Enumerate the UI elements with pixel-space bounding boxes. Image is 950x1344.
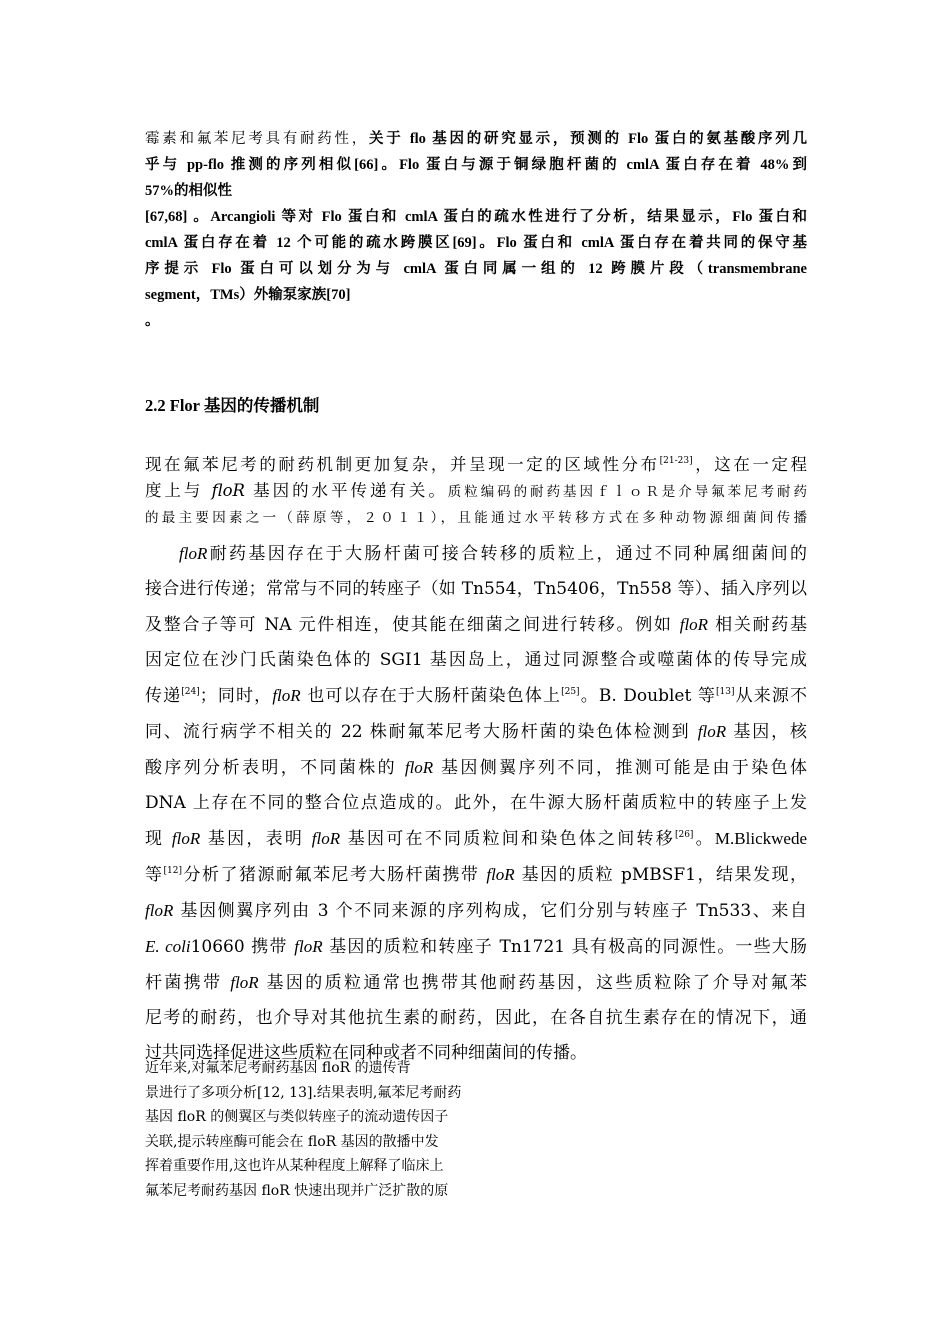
text-span: 耐药基因存在于大肠杆菌可接合转移的质粒上，通过不同种属细菌间的 [207,544,807,564]
citation: [25] [561,687,580,697]
text-span: 基因侧翼序列不同，推测可能是由于染色体 [433,758,807,778]
text-line [145,893,807,929]
gene-name: floR [486,865,515,884]
text-span: 等 [145,865,164,885]
section-heading: 2.2 Flor 基因的传播机制 [145,396,320,415]
text-span: 霉素和氟苯尼考具有耐药性， [145,131,369,147]
gene-name: floR [294,937,323,956]
text-line [145,750,807,786]
paragraph-flor-transfer [145,536,807,1071]
text-line: 尼考的耐药，也介导对其他抗生素的耐药，因此，在各自抗生素存在的情况下，通 [145,1008,807,1028]
species-name: E. coli [145,937,191,956]
text-line [145,678,807,714]
text-line [145,929,807,965]
text-line [145,452,807,478]
text-span: 。M.Blickwede [693,829,807,848]
text-line: 过共同选择促进这些质粒在同种或者不同种细菌间的传播。 [145,1043,587,1063]
text-line: 乎与 pp-flo 推测的序列相似[66]。Flo 蛋白与源于铜绿胞杆菌的 cmlA 蛋白存在着 48%到 [145,157,807,173]
citation: [24] [181,687,200,697]
text-line: DNA 上存在不同的整合位点造成的。此外，在牛源大肠杆菌质粒中的转座子上发 [145,793,807,813]
gene-name: floR [679,615,709,634]
text-line [145,965,807,1001]
text-line [145,478,807,505]
text-line [145,821,807,857]
text-span: 基因的质粒通常也携带其他耐药基因，这些质粒除了介导对氟苯 [258,973,807,993]
text-span: 基因，核 [726,722,807,742]
gene-name: floR [311,829,341,848]
text-span: 现 [145,829,172,849]
gene-name: floR [230,973,259,992]
text-line: 因定位在沙门氏菌染色体的 SGI1 基因岛上，通过同源整合或噬菌体的传导完成 [145,650,807,670]
text-line: 接合进行传递；常常与不同的转座子（如 Tn554，Tn5406，Tn558 等）、插入序列以 [145,579,807,599]
text-span: 分析了猪源耐氟苯尼考大肠杆菌携带 [181,865,487,885]
gene-name: floR [179,544,208,563]
text-line: 氟苯尼考耐药基因 floR 快速出现并广泛扩散的原 [145,1182,449,1199]
gene-name: floR [272,686,301,705]
text-line [145,607,807,643]
text-span: 及整合子等可 NA 元件相连，使其能在细菌之间进行转移。例如 [145,615,680,635]
text-span: 同、流行病学不相关的 22 株耐氟苯尼考大肠杆菌的染色体检测到 [145,722,698,742]
text-span: 基因，表明 [200,829,312,849]
text-line: cmlA 蛋白存在着 12 个可能的疏水跨膜区[69]。Flo 蛋白和 cmlA 蛋白存在着共同的保守基 [145,235,807,251]
gene-name: floR [145,901,174,920]
text-line: 关联,提示转座酶可能会在 floR 基因的散播中发 [145,1133,439,1150]
text-span: 从来源不 [734,686,807,706]
text-line: [67,68] 。Arcangioli 等对 Flo 蛋白和 cmlA 蛋白的疏水性进行了分析，结果显示，Flo 蛋白和 [145,209,807,225]
gene-name: floR [404,758,434,777]
text-line [145,714,807,750]
citation: [13] [715,687,735,697]
text-span: 也可以存在于大肠杆菌染色体上 [300,686,562,706]
text-span: 基因的水平传递有关。 [244,481,448,500]
text-line: 近年来,对氟苯尼考耐药基因 floR 的遗传背 [145,1060,411,1076]
text-span: 10660 携带 [190,937,295,957]
citation: [12] [163,866,182,876]
text-span: ；同时， [199,686,273,706]
text-span: 杆菌携带 [145,973,231,993]
paragraph-flo-protein [145,126,807,334]
text-span: 基因侧翼序列由 3 个不同来源的序列构成，它们分别与转座子 Tn533、来自 [173,901,807,921]
text-span: 传递 [145,686,182,706]
text-line [145,857,807,893]
text-line: 。 [145,313,160,329]
gene-name: floR [171,829,201,848]
text-span: 。B. Doublet 等 [579,686,716,706]
citation: [26] [674,830,694,840]
text-line: 景进行了多项分析[12, 13].结果表明,氟苯尼考耐药 [145,1084,462,1101]
text-span: 基因可在不同质粒间和染色体之间转移 [340,829,675,849]
text-span: 酸序列分析表明，不同菌株的 [145,758,405,778]
text-line: 基因 floR 的侧翼区与类似转座子的流动遗传因子 [145,1109,449,1126]
paragraph-distribution [145,452,807,531]
paragraph-genetic-background [145,1056,565,1204]
text-span: ，这在一定程 [692,455,807,474]
text-span: 相关耐药基 [708,615,807,635]
gene-name: floR [211,481,245,500]
text-span: 基因的质粒和转座子 Tn1721 具有极高的同源性。一些大肠 [322,937,807,957]
text-line: 的最主要因素之一（薛原等，２０１１），且能通过水平转移方式在多种动物源细菌间传播 [145,510,807,526]
text-span: 基因的质粒 pMBSF1，结果发现， [514,865,807,885]
text-line: segment，TMs）外输泵家族[70] [145,287,351,303]
text-span: 现在氟苯尼考的耐药机制更加复杂，并呈现一定的区域性分布 [145,455,660,474]
text-span: 关于 flo 基因的研究显示，预测的 Flo 蛋白的氨基酸序列几 [369,131,807,147]
text-span: 质粒编码的耐药基因ｆｌｏＲ是介导氟苯尼考耐药 [447,484,807,500]
gene-name: floR [697,722,727,741]
text-line: 57%的相似性 [145,183,232,199]
text-line: 挥着重要作用,这也许从某种程度上解释了临床上 [145,1158,444,1175]
citation: [21-23] [659,456,693,466]
text-span: 度上与 [145,481,212,500]
text-line [145,126,807,152]
text-line: 序提示 Flo 蛋白可以划分为与 cmlA 蛋白同属一组的 12 跨膜片段（transmembrane [145,261,807,277]
text-line [145,536,807,572]
